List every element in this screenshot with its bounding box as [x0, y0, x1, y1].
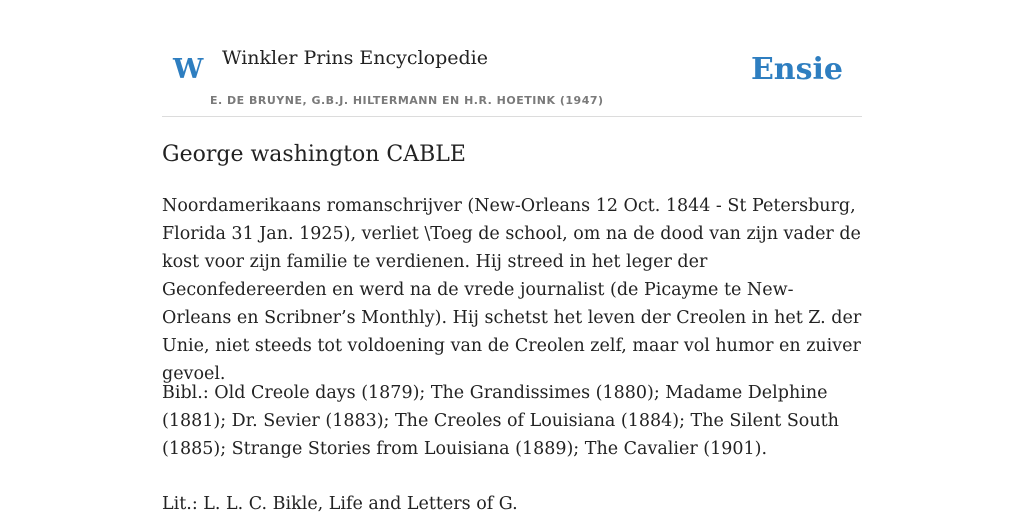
- article-title: George washington CABLE: [162, 142, 466, 167]
- publication-authors: E. DE BRUYNE, G.B.J. HILTERMANN EN H.R. HOETINK (1947): [210, 94, 604, 107]
- winkler-prins-logo[interactable]: W: [173, 54, 204, 85]
- literature-paragraph: Lit.: L. L. C. Bikle, Life and Letters of G.: [162, 494, 518, 512]
- article-paragraph: Noordamerikaans romanschrijver (New-Orleans 12 Oct. 1844 - St Petersburg, Florida 31 Jan. 1925), verliet \Toeg de school, om na de dood van zijn vader de kost voor zijn familie te verdienen. Hij streed in het leger der Geconfedereerden en werd na de vrede journalist (de Picayme te New-Orleans en Scribner’s Monthly). Hij schetst het leven der Creolen in het Z. der Unie, niet steeds tot voldoening van de Creolen zelf, maar vol humor en zuiver gevoel.: [162, 196, 862, 384]
- ensie-brand-link[interactable]: Ensie: [750, 52, 843, 87]
- bibliography-paragraph: Bibl.: Old Creole days (1879); The Grandissimes (1880); Madame Delphine (1881); Dr. Sevier (1883); The Creoles of Louisiana (1884); The Silent South (1885); Strange Stories from Louisiana (1889); The Cavalier (1901).: [162, 383, 839, 459]
- publication-title[interactable]: Winkler Prins Encyclopedie: [222, 47, 488, 69]
- encyclopedia-header: [162, 0, 862, 117]
